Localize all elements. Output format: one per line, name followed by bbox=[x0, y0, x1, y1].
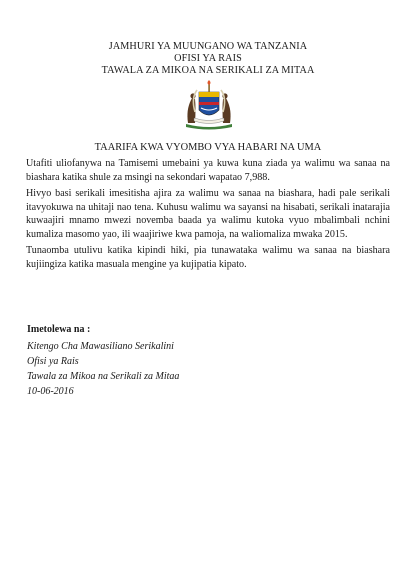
coat-of-arms-icon bbox=[180, 80, 238, 130]
body-paragraph: Hivyo basi serikali imesitisha ajira za walimu wa sanaa na biashara, hadi pale serikali itavyokuwa na uhitaji nao tena. Kuhusu walimu wa sayansi na hisabati, serikali inatarajia kuwaajiri mnamo mwezi novemba baada ya walimu kutoka vyuo mbalimbali nchini kumaliza masomo yao, ili waajiriwe kwa pamoja, na waliomaliza mwaka 2015. bbox=[26, 188, 390, 240]
letterhead bbox=[0, 41, 416, 77]
issuer-office: Ofisi ya Rais bbox=[27, 356, 79, 367]
signature-block bbox=[27, 322, 179, 399]
issuer-department: Tawala za Mikoa na Serikali za Mitaa bbox=[27, 371, 180, 382]
body-paragraph: Tunaomba utulivu katika kipindi hiki, pia tunawataka walimu wa sanaa na biashara kujiingiza katika masuala mengine ya kujipatia kipato. bbox=[26, 245, 390, 270]
body-paragraph: Utafiti uliofanywa na Tamisemi umebaini ya kuwa kuna ziada ya walimu wa sanaa na biashara katika shule za msingi na sekondari wapatao 7,988. bbox=[26, 158, 390, 183]
header-country: JAMHURI YA MUUNGANO WA TANZANIA bbox=[108, 41, 308, 52]
header-office: OFISI YA RAIS bbox=[174, 53, 242, 64]
issued-by-heading: Imetolewa na : bbox=[27, 324, 91, 335]
press-release-body bbox=[26, 157, 390, 274]
press-release-title: TAARIFA KWA VYOMBO VYA HABARI NA UMA bbox=[94, 142, 322, 153]
header-department: TAWALA ZA MIKOA NA SERIKALI ZA MITAA bbox=[101, 65, 315, 76]
issuer-unit: Kitengo Cha Mawasiliano Serikalini bbox=[27, 341, 174, 352]
issue-date: 10-06-2016 bbox=[27, 386, 74, 397]
